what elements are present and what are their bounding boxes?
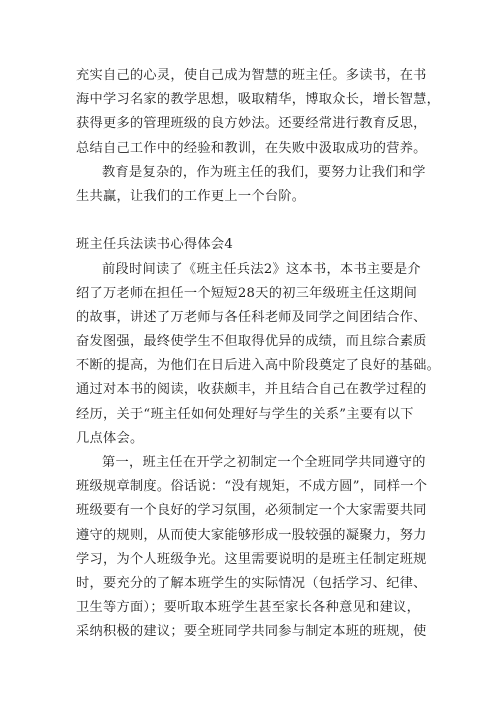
text-line: 班级规章制度。俗话说：“没有规矩，不成方圆”，同样一个 xyxy=(76,479,428,495)
text-line: 通过对本书的阅读，收获颇丰，并且结合自己在教学过程的 xyxy=(76,382,427,398)
text-line: 经历，关于“班主任如何处理好与学生的关系”主要有以下 xyxy=(76,406,414,422)
paragraph-4 xyxy=(76,451,432,645)
document-body xyxy=(76,64,441,645)
text-line: 奋发图强，最终使学生不但取得优异的成绩，而且综合素质 xyxy=(76,334,427,350)
text-line: 海中学习名家的教学思想，吸取精华，博取众长，增长智慧， xyxy=(76,92,441,108)
text-line: 不断的提高，为他们在日后进入高中阶段奠定了良好的基础。 xyxy=(76,358,441,374)
text-line: 教育是复杂的，作为班主任的我们，要努力让我们和学 xyxy=(102,164,426,180)
text-line: 生共赢，让我们的工作更上一个台阶。 xyxy=(76,188,306,204)
paragraph-1 xyxy=(76,64,441,161)
text-line: 第一，班主任在开学之初制定一个全班同学共同遵守的 xyxy=(102,455,426,470)
paragraph-2 xyxy=(76,161,432,209)
text-line: 学习，为个人班级争光。这里需要说明的是班主任制定班规 xyxy=(76,551,427,567)
spacer xyxy=(76,209,432,233)
section-heading: 班主任兵法读书心得体会4 xyxy=(76,237,234,253)
text-line: 获得更多的管理班级的良方妙法。还要经常进行教育反思， xyxy=(76,116,427,132)
text-line: 班级要有一个良好的学习氛围，必须制定一个大家需要共同 xyxy=(76,503,427,519)
text-line: 采纳积极的建议；要全班同学共同参与制定本班的班规，使 xyxy=(76,624,427,640)
text-line: 前段时间读了《班主任兵法2》这本书，本书主要是介 xyxy=(102,261,421,277)
text-line: 绍了万老师在担任一个短短28天的初三年级班主任这期间 xyxy=(76,285,418,301)
text-line: 总结自己工作中的经验和教训，在失败中汲取成功的营养。 xyxy=(76,140,427,156)
text-line: 时，要充分的了解本班学生的实际情况（包括学习、纪律、 xyxy=(76,575,427,591)
text-line: 的故事，讲述了万老师与各任科老师及同学之间团结合作、 xyxy=(76,309,427,325)
text-line: 卫生等方面）；要听取本班学生甚至家长各种意见和建议， xyxy=(76,600,421,616)
text-line: 充实自己的心灵，使自己成为智慧的班主任。多读书，在书 xyxy=(76,68,427,83)
paragraph-3 xyxy=(76,258,441,452)
text-line: 几点体会。 xyxy=(76,430,144,446)
text-line: 遵守的规则，从而使大家能够形成一股较强的凝聚力，努力 xyxy=(76,527,427,543)
